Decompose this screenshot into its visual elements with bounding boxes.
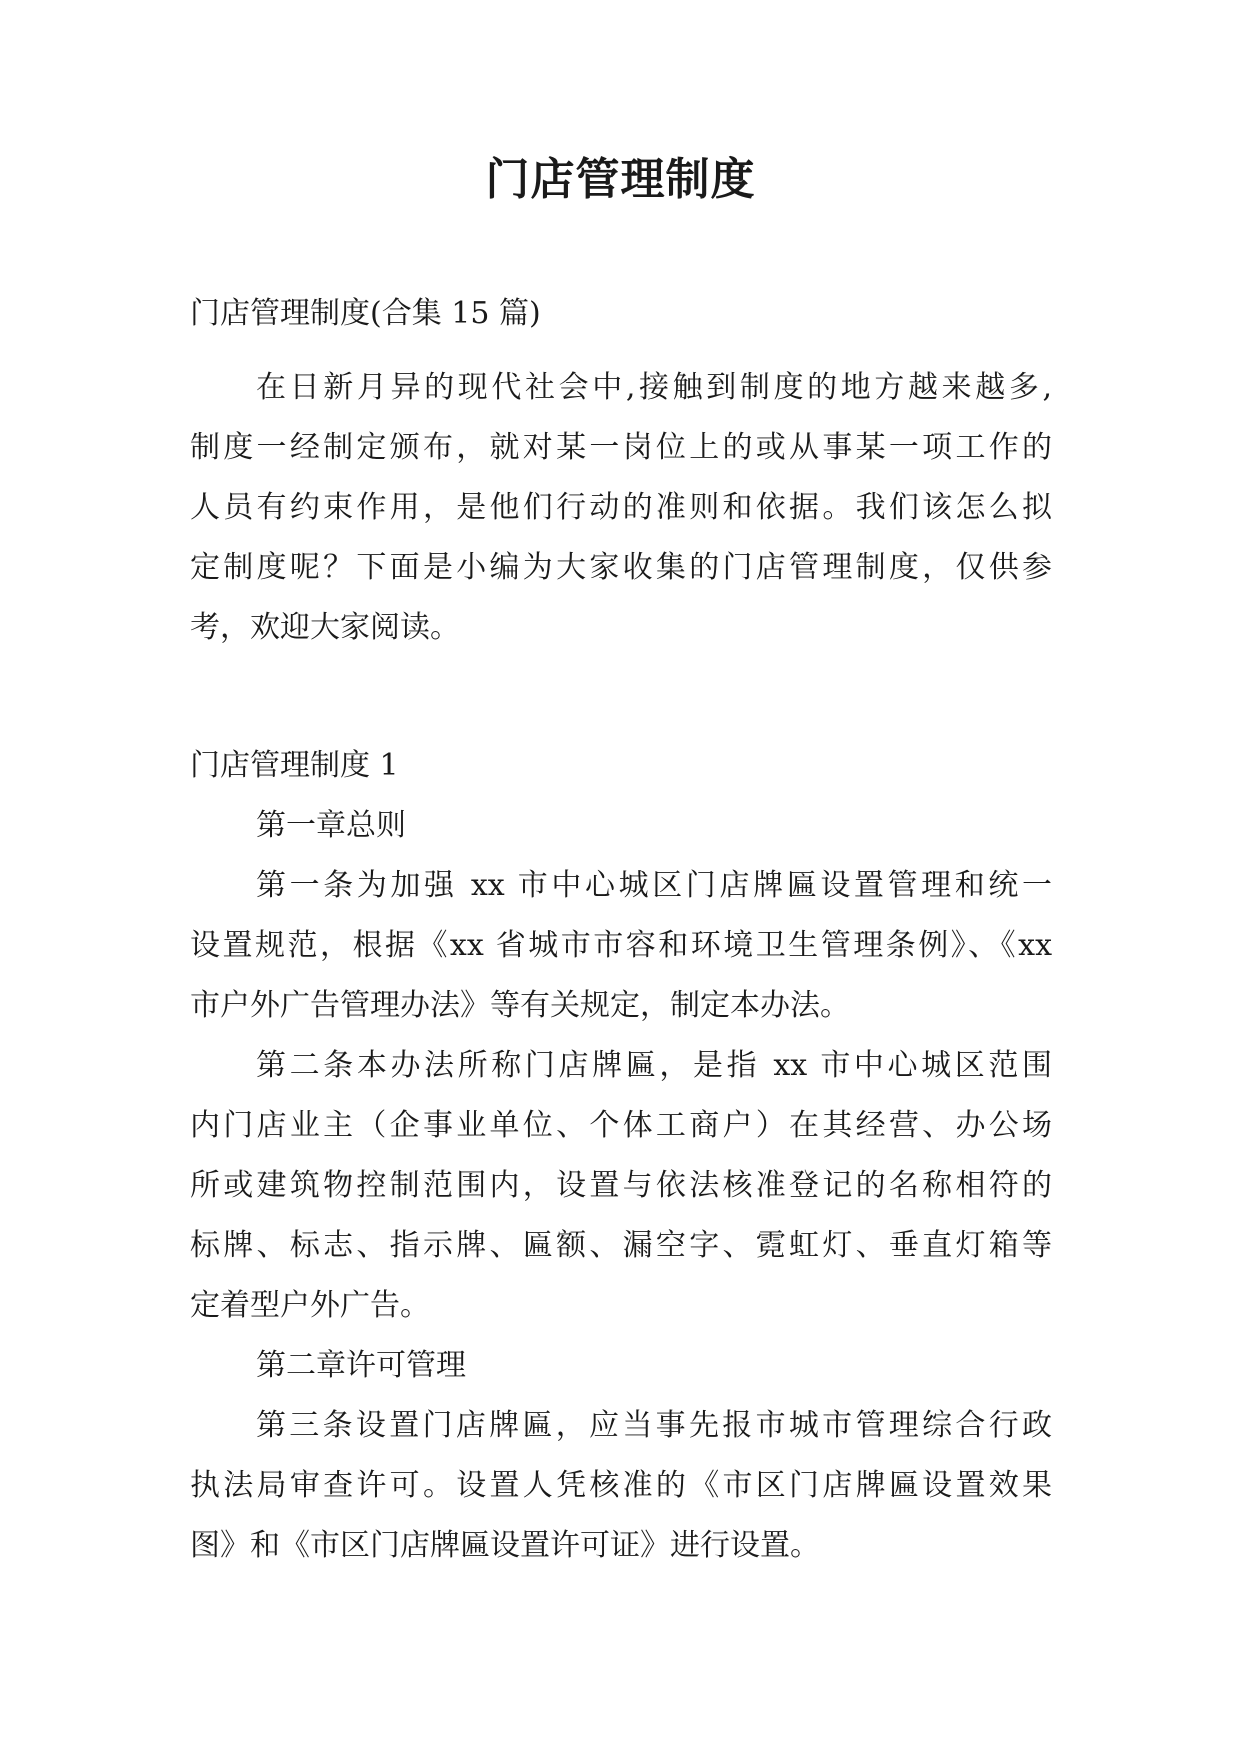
paragraph-line: 执法局审查许可。设置人凭核准的《市区门店牌匾设置效果 xyxy=(190,1468,1052,1503)
paragraph-line: 制度一经制定颁布，就对某一岗位上的或从事某一项工作的 xyxy=(190,430,1052,465)
intro-paragraph xyxy=(190,358,1052,658)
paragraph-line: 考，欢迎大家阅读。 xyxy=(190,610,460,645)
paragraph-line: 内门店业主（企事业单位、个体工商户）在其经营、办公场 xyxy=(190,1108,1052,1143)
paragraph-line: 设置规范，根据《xx 省城市市容和环境卫生管理条例》、《xx xyxy=(190,928,1052,963)
paragraph-line: 市户外广告管理办法》等有关规定，制定本办法。 xyxy=(190,988,850,1023)
chapter-heading: 第二章许可管理 xyxy=(256,1348,466,1383)
paragraph-line: 第二条本办法所称门店牌匾，是指 xx 市中心城区范围 xyxy=(256,1048,1052,1083)
paragraph-line: 第三条设置门店牌匾，应当事先报市城市管理综合行政 xyxy=(256,1408,1052,1443)
paragraph-line: 定制度呢？下面是小编为大家收集的门店管理制度，仅供参 xyxy=(190,550,1052,585)
article-paragraph xyxy=(190,1036,1052,1336)
document-subtitle: 门店管理制度(合集 15 篇) xyxy=(190,296,541,331)
paragraph-line: 人员有约束作用，是他们行动的准则和依据。我们该怎么拟 xyxy=(190,490,1052,525)
paragraph-line: 标牌、标志、指示牌、匾额、漏空字、霓虹灯、垂直灯箱等 xyxy=(190,1228,1052,1263)
paragraph-line: 图》和《市区门店牌匾设置许可证》进行设置。 xyxy=(190,1528,820,1563)
paragraph-line: 定着型户外广告。 xyxy=(190,1288,430,1323)
article-paragraph xyxy=(190,856,1052,1036)
article-paragraph xyxy=(190,1396,1052,1576)
paragraph-line: 第一条为加强 xx 市中心城区门店牌匾设置管理和统一 xyxy=(256,868,1052,903)
section-title: 门店管理制度 1 xyxy=(190,748,399,783)
paragraph-line: 在日新月异的现代社会中,接触到制度的地方越来越多, xyxy=(256,370,1052,405)
chapter-heading: 第一章总则 xyxy=(256,808,406,843)
document-title: 门店管理制度 xyxy=(485,154,756,205)
paragraph-line: 所或建筑物控制范围内，设置与依法核准登记的名称相符的 xyxy=(190,1168,1052,1203)
